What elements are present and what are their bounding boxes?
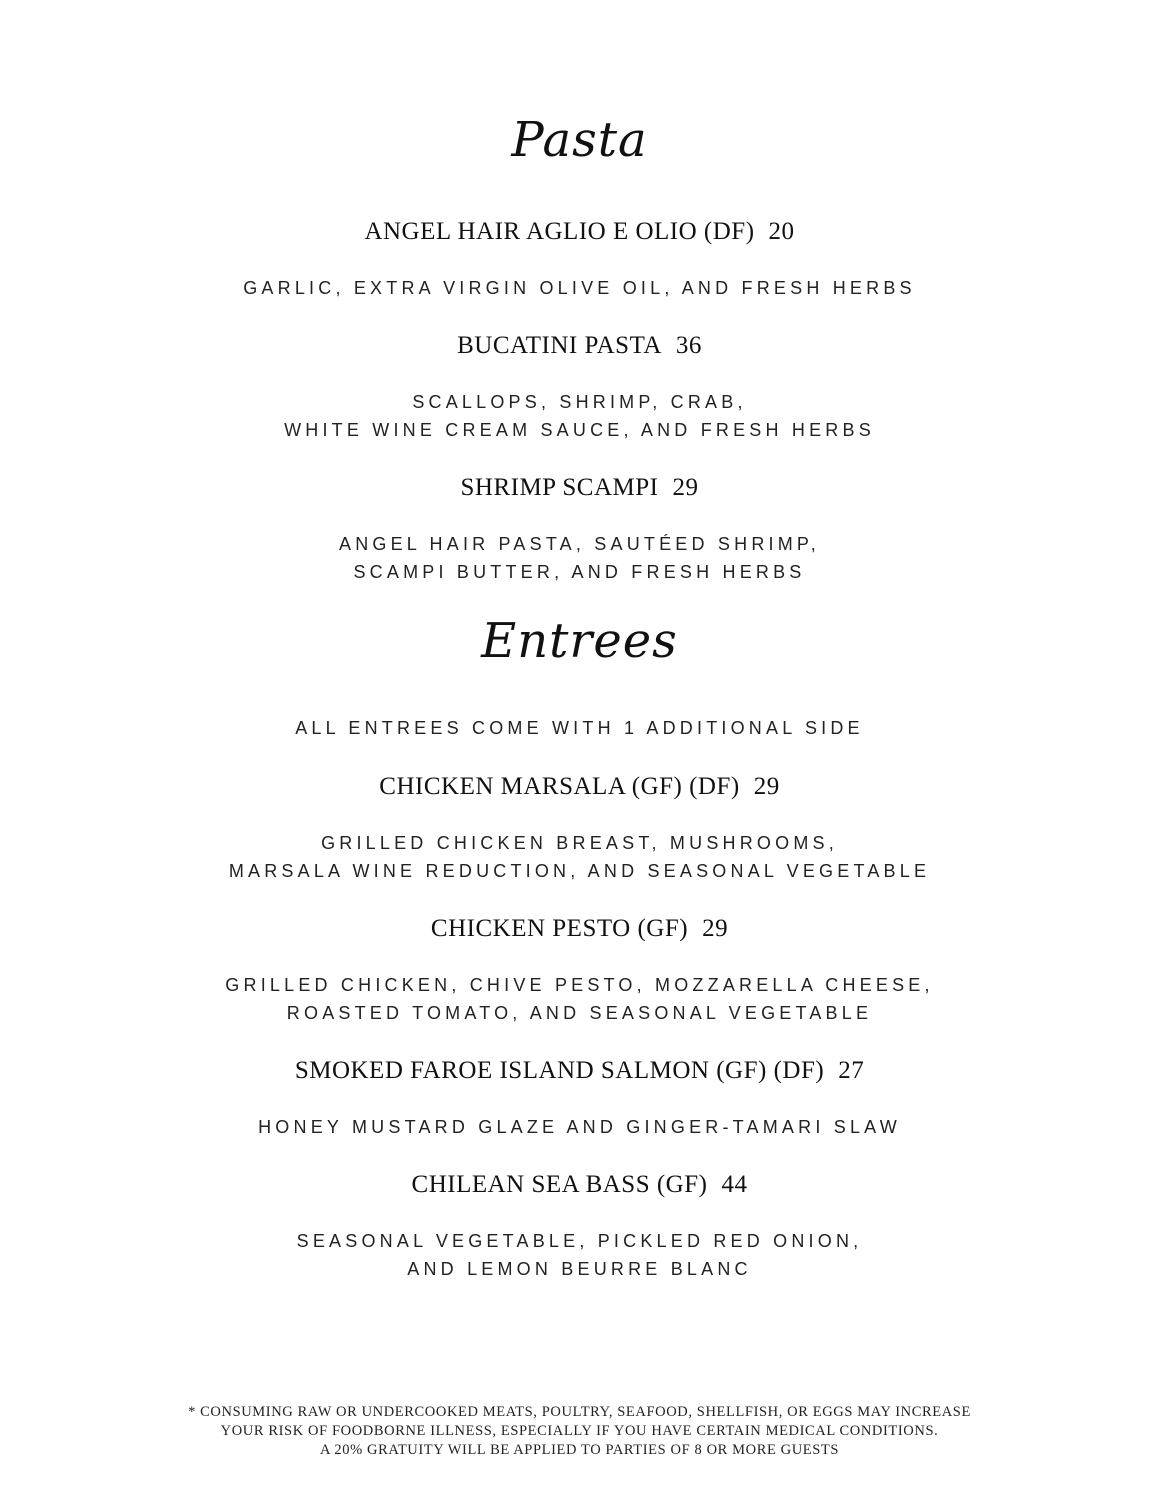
menu-item-description bbox=[0, 1113, 1159, 1141]
description-line: GRILLED CHICKEN BREAST, MUSHROOMS, bbox=[321, 833, 838, 853]
entrees-section-title: Entrees bbox=[481, 613, 678, 669]
entrees-note: ALL ENTREES COME WITH 1 ADDITIONAL SIDE bbox=[295, 718, 864, 738]
item-name-text: SMOKED FAROE ISLAND SALMON (GF) (DF) bbox=[294, 1057, 825, 1084]
menu-item-description bbox=[0, 388, 1159, 444]
item-name-text: CHICKEN MARSALA (GF) (DF) bbox=[379, 773, 740, 800]
description-line: ANGEL HAIR PASTA, SAUTÉED SHRIMP, bbox=[338, 534, 820, 554]
item-price: 36 bbox=[675, 332, 702, 359]
description-line: GRILLED CHICKEN, CHIVE PESTO, MOZZARELLA CHEESE, bbox=[225, 975, 934, 995]
description-line: SEASONAL VEGETABLE, PICKLED RED ONION, bbox=[296, 1231, 863, 1251]
item-name-text: CHILEAN SEA BASS (GF) bbox=[411, 1171, 708, 1198]
description-line: ROASTED TOMATO, AND SEASONAL VEGETABLE bbox=[286, 1003, 873, 1023]
menu-item-name bbox=[0, 474, 1159, 502]
menu-item-description bbox=[0, 971, 1159, 1027]
menu-item-name bbox=[0, 218, 1159, 246]
item-name-text: ANGEL HAIR AGLIO E OLIO (DF) bbox=[364, 218, 755, 245]
disclaimer-line: * CONSUMING RAW OR UNDERCOOKED MEATS, POULTRY, SEAFOOD, SHELLFISH, OR EGGS MAY INCREASE bbox=[188, 1404, 971, 1420]
pasta-section-title: Pasta bbox=[511, 112, 648, 168]
item-price: 20 bbox=[768, 218, 795, 245]
description-line: AND LEMON BEURRE BLANC bbox=[407, 1259, 752, 1279]
description-line: HONEY MUSTARD GLAZE AND GINGER-TAMARI SLAW bbox=[258, 1117, 901, 1137]
menu-item-name bbox=[0, 773, 1159, 801]
description-line: WHITE WINE CREAM SAUCE, AND FRESH HERBS bbox=[284, 420, 875, 440]
menu-item-name bbox=[0, 332, 1159, 360]
menu-item-description bbox=[0, 530, 1159, 586]
description-line: GARLIC, EXTRA VIRGIN OLIVE OIL, AND FRESH HERBS bbox=[243, 278, 916, 298]
menu-item-description bbox=[0, 274, 1159, 302]
item-name-text: CHICKEN PESTO (GF) bbox=[430, 915, 689, 942]
menu-item-description bbox=[0, 1227, 1159, 1283]
gratuity-line: A 20% GRATUITY WILL BE APPLIED TO PARTIES OF 8 OR MORE GUESTS bbox=[319, 1442, 840, 1458]
item-price: 44 bbox=[721, 1171, 748, 1198]
item-price: 29 bbox=[753, 773, 780, 800]
footer-disclaimer bbox=[0, 1403, 1159, 1460]
item-price: 29 bbox=[702, 915, 729, 942]
menu-item-name bbox=[0, 1171, 1159, 1199]
description-line: MARSALA WINE REDUCTION, AND SEASONAL VEGETABLE bbox=[228, 861, 931, 881]
item-name-text: BUCATINI PASTA bbox=[457, 332, 662, 359]
description-line: SCAMPI BUTTER, AND FRESH HERBS bbox=[353, 562, 806, 582]
description-line: SCALLOPS, SHRIMP, CRAB, bbox=[412, 392, 747, 412]
menu-item-description bbox=[0, 829, 1159, 885]
item-name-text: SHRIMP SCAMPI bbox=[460, 474, 659, 501]
disclaimer-line: YOUR RISK OF FOODBORNE ILLNESS, ESPECIALLY IF YOU HAVE CERTAIN MEDICAL CONDITIONS. bbox=[220, 1423, 939, 1439]
menu-item-name bbox=[0, 1057, 1159, 1085]
item-price: 29 bbox=[672, 474, 699, 501]
item-price: 27 bbox=[838, 1057, 865, 1084]
menu-item-name bbox=[0, 915, 1159, 943]
